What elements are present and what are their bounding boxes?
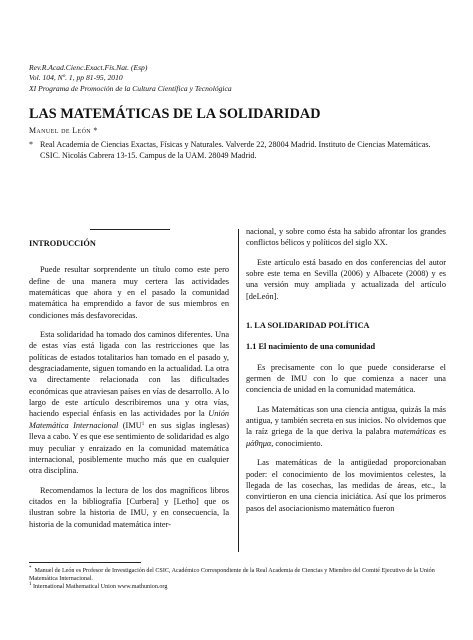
author-line bbox=[29, 126, 98, 135]
footnotes bbox=[29, 567, 449, 591]
right-paragraph-1: nacional, y sobre como ésta ha sabido afrontar los grandes conflictos bélicos y políticos del siglo XX. bbox=[246, 227, 446, 248]
right-paragraph-4: Las Matemáticas son una ciencia antigua, quizás la más antigua, y también secreta en sus inicios. No olvidemos que la raíz griega de la que deriva la palabra matemáticas es μάθημα, conocimiento. bbox=[246, 404, 446, 448]
left-column bbox=[29, 238, 229, 530]
column-divider bbox=[238, 229, 239, 552]
affiliation-text: Real Academia de Ciencias Exactas, Físicas y Naturales. Valverde 22, 28004 Madrid. Instituto de Ciencias Matemáticas. CSIC. Nicolás Cabrera 13-15. Campus de la UAM. 28049 Madrid. bbox=[40, 140, 431, 160]
author-name: Manuel de León bbox=[29, 126, 92, 135]
footnote-rule bbox=[29, 562, 141, 563]
right-paragraph-5: Las matemáticas de la antigüedad proporcionaban poder: el conocimiento de los movimientos celestes, la llegada de las cosechas, las medidas de áreas, etc., la convirtieron en una ciencia iniciática. Así que los primeros pasos del asociacionismo matemático fueron bbox=[246, 458, 446, 513]
intro-paragraph-1: Puede resultar sorprendente un título como este pero define de una manera muy certera las actividades matemáticas que ahora y en el pasado la comunidad matemática ha emprendido a favor de sus miembros en condiciones más desfavorecidas. bbox=[29, 265, 229, 320]
journal-header bbox=[29, 63, 429, 94]
imu-name: Unión Matemática Internacional bbox=[29, 409, 229, 430]
journal-citation: Rev.R.Acad.Cienc.Exact.Fís.Nat. (Esp) bbox=[29, 63, 148, 72]
article-title: LAS MATEMÁTICAS DE LA SOLIDARIDAD bbox=[29, 106, 321, 122]
right-paragraph-3: Es precisamente con lo que puede considerarse el germen de IMU con lo que comienza a nacer una conciencia de unidad en la comunidad matemática. bbox=[246, 362, 446, 395]
intro-paragraph-3: Recomendamos la lectura de los dos magníficos libros citados en la bibliografía [Curbera] y [Letho] que os ilustran sobre la historia de IMU, y en consecuencia, la historia de la comunidad matemática inter- bbox=[29, 485, 229, 529]
intro-paragraph-2: Esta solidaridad ha tomado dos caminos diferentes. Una de estas vías está ligada con las restricciones que las políticas de estados totalitarios han tomado en el pasado y, desgraciadamente, siguen tomando en la actualidad. La otra va directamente relacionada con las dificultades económicas que atraviesan países en vías de desarrollo. A lo largo de este artículo describiremos una y otra vías, haciendo especial énfasis en las actividades por la Unión Matemática Internacional (IMU$^1$ en sus siglas inglesas) lleva a cabo. Y es que ese sentimiento de solidaridad es algo muy peculiar y enraizado en la comunidad matemática internacional, posiblemente mucho más que en cualquier otra disciplina. bbox=[29, 330, 229, 476]
word-matematicas: matemáticas bbox=[393, 427, 436, 437]
introduction-heading: INTRODUCCIÓN bbox=[29, 239, 96, 248]
journal-program: XI Programa de Promoción de la Cultura Científica y Tecnológica bbox=[29, 83, 232, 93]
footnote-1: * Manuel de León es Profesor de Investigación del CSIC, Académico Correspondiente de la Real Academia de Ciencias y Miembro del Comité Ejecutivo de la Unión Matemática Internacional. bbox=[29, 566, 435, 582]
footnote-ref-1: 1 bbox=[141, 421, 145, 427]
section-heading: 1. LA SOLIDARIDAD POLÍTICA bbox=[246, 321, 370, 331]
right-column bbox=[246, 226, 446, 514]
left-column-rule bbox=[90, 229, 170, 230]
subsection-heading: 1.1 El nacimiento de una comunidad bbox=[246, 342, 376, 352]
author-mark: * bbox=[93, 126, 98, 135]
right-paragraph-2: Este artículo está basado en dos conferencias del autor sobre este tema en Sevilla (2006) y Albacete (2008) y es una versión muy ampliada y actualizada del artículo [deLeón]. bbox=[246, 257, 446, 301]
affiliation-mark: * bbox=[29, 140, 34, 149]
greek-word: μάθημα bbox=[246, 438, 272, 448]
footnote-2: $^1$ International Mathematical Union www.mathunion.org bbox=[29, 582, 168, 590]
journal-volume: Vol. 104, Nº. 1, pp 81-95, 2010 bbox=[29, 73, 123, 83]
